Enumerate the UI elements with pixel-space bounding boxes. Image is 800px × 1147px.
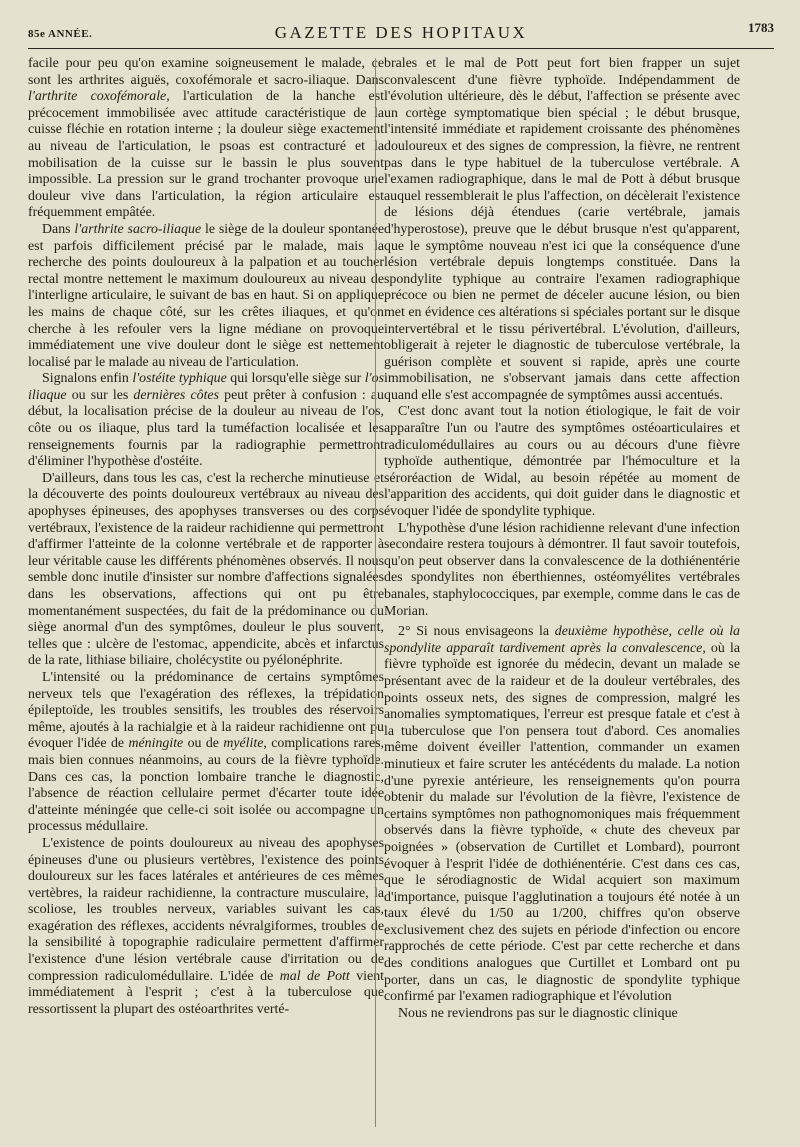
text-run: L'intensité ou la prédominance de certains symptômes nerveux tels que l'exagération des réflexes, la trépidation épileptoïde, les troubles sensitifs, les troubles des réservoirs même, ajoutés à la rachialgie et à la raideur rachidienne ont pu évoquer l'idée de (28, 669, 384, 752)
italic-text: l'ostéite typhique (132, 371, 227, 387)
year-label: 85e ANNÉE. (28, 28, 93, 40)
italic-text: myélite (223, 736, 264, 752)
text-run: 2° Si nous envisageons la (398, 624, 555, 640)
paragraph (384, 404, 740, 520)
paragraph (28, 222, 384, 371)
text-run: , complications rares, mais bien connues néanmoins, au cours de la fièvre typhoïde. Dans ces cas, la ponction lombaire tranche le diagnostic, l'absence de réaction cellulaire permet d'écarter toute idée d'atteinte méningée que celle-ci soit isolée ou accompagne un processus médullaire. (28, 736, 384, 835)
text-run: Dans (42, 221, 75, 237)
text-run: C'est donc avant tout la notion étiologique, le fait de voir apparaître l'un ou l'autre des symptômes ostéoarticulaires et radiculomédullaires au cours ou au décours d'une fièvre typhoïde authentique, démontrée par l'hémoculture et la séroréaction de Widal, au besoin répétée au moment de l'apparition des accidents, qui doit guider dans le diagnostic et évoquer l'idée de spondylite typhique. (384, 404, 740, 520)
text-run: le siège de la douleur spontanée est parfois difficilement précisé par le malade, mais la recherche des points douloureux à la palpation et au toucher rectal montre nettement le maximum douloureux au niveau de l'interligne articulaire, le suivant de bas en haut. Si on applique les mains de chaque côté, sur les crêtes iliaques, et qu'on cherche à les refouler vers la ligne médiane on provoque immédiatement une vive douleur dont le siège est nettement localisé par le malade au niveau de l'articulation. (28, 221, 384, 370)
italic-text: méningite (128, 736, 184, 752)
text-run: L'hypothèse d'une lésion rachidienne relevant d'une infection secondaire restera toujours à démontrer. Il faut savoir toutefois, qu'on peut observer dans la convalescence de la dothiénentérie des spondylites non éberthiennes, ostéomyélites vertébrales banales, staphylococciques, par exemple, comme dans le cas de Morian. (384, 520, 740, 619)
paragraph (384, 521, 740, 621)
text-run: vient immédiatement à l'esprit ; c'est à la tuberculose que ressortissent la plupart des ostéoarthrites verté- (28, 968, 384, 1017)
left-column (28, 56, 384, 1127)
text-run: ou de (183, 736, 224, 752)
paragraph (28, 371, 384, 471)
page-number: 1783 (748, 20, 774, 35)
italic-text: dernières côtes (133, 387, 220, 403)
text-run: D'ailleurs, dans tous les cas, c'est la recherche minutieuse et la découverte des points douloureux vertébraux au niveau des apophyses épineuses, des apophyses transverses ou des corps vertébraux, l'existence de la raideur rachidienne qui permettront d'affirmer l'atteinte de la colonne vertébrale et de rapporter à leur véritable cause les différents phénomènes observés. Il nous semble donc inutile d'insister sur nombre d'affections signalées dans les observations, affections qui ont pu être momentanément suspectées, du fait de la prédominance ou du siège anormal d'un des symptômes, douleur le plus souvent, telles que : ulcère de l'estomac, appendicite, abcès et infarctus de la rate, lithiase biliaire, cholécystite ou pyélonéphrite. (28, 470, 384, 669)
text-run: Signalons enfin (42, 371, 133, 387)
italic-text: l'arthrite sacro-iliaque (74, 221, 202, 237)
text-run: L'existence de points douloureux au niveau des apophyses épineuses d'une ou plusieurs vertèbres, l'existence des points douloureux sur les faces latérales et antérieures de ces mêmes vertèbres, la raideur rachidienne, la contracture musculaire, la scoliose, les troubles nerveux, variables suivant les cas, exagération des réflexes, accidents névralgiformes, troubles de la sensibilité à topographie radiculaire permettent d'affirmer l'existence d'une lésion vertébrale cause d'irritation ou de compression radiculomédullaire. L'idée de (28, 835, 384, 984)
italic-text: deuxième hypothèse, celle où la spondylite apparaît tardivement après la convalescence (384, 624, 740, 656)
italic-text: l'os iliaque (28, 371, 384, 403)
italic-text: l'arthrite coxofémorale (28, 89, 167, 105)
text-run: qui lorsqu'elle siège sur (226, 371, 365, 387)
text-run: ou sur les (66, 387, 134, 403)
text-run: , où la fièvre typhoïde est ignorée du médecin, devant un malade se présentant avec de la raideur et de la douleur vertébrales, des points osseux nets, des signes de compression, malgré les anomalies symptomatiques, l'erreur est presque fatale et c'est à la tuberculose que l'on pensera tout d'abord. Ces anomalies même doivent éveiller l'attention, commander un examen minutieux et faire scruter les antécédents du malade. La notion d'une pyrexie antérieure, les renseignements qu'on pourra obtenir du malade sur l'évolution de la fièvre, l'existence de certains symptômes non pathognomoniques mais fréquemment observés dans la fièvre typhoïde, « chute des cheveux par poignées » (observation de Curtillet et Lombard), pourront évoquer à l'esprit l'idée de dothiénentérie. C'est dans ces cas, que le sérodiagnostic de Widal acquiert son maximum d'importance, puisque l'agglutination a toujours été notée à un taux élevé du 1/50 au 1/200, chiffres qu'on observe exclusivement chez des sujets en période d'infection ou encore rapprochés de cette période. C'est par cette recherche et dans des conditions analogues que Curtillet et Lombard ont pu porter, dans un cas, le diagnostic de spondylite typhique confirmé par l'examen radiographique et l'évolution (384, 640, 740, 1005)
column-divider (375, 58, 376, 1127)
paragraph (384, 56, 740, 404)
paragraph (28, 471, 384, 670)
text-run: , l'articulation de la hanche est précocement immobilisée avec attitude caractéristique de la cuisse fléchie en rotation interne ; la douleur siège exactement au niveau de l'articulation, le psoas est contracturé et la mobilisation de la cuisse sur le bassin le plus souvent impossible. La pression sur le grand trochanter provoque une douleur vive dans l'articulation, la région articulaire est fréquemment empâtée. (28, 89, 384, 221)
text-run: peut prêter à confusion : au début, la localisation précise de la douleur au niveau de l'os, côte ou os iliaque, plus tard la tuméfaction localisée et les renseignements fournis par la radiographie permettront d'éliminer l'hypothèse d'ostéite. (28, 387, 384, 470)
paragraph (28, 56, 384, 222)
text-run: Nous ne reviendrons pas sur le diagnostic clinique (398, 1005, 678, 1021)
right-column (384, 56, 740, 1127)
paragraph (28, 836, 384, 1019)
paragraph (384, 1006, 740, 1023)
text-run: facile pour peu qu'on examine soigneusement le malade, ce sont les arthrites aiguës, coxofémorale et sacro-iliaque. Dans (28, 56, 384, 88)
italic-text: mal de Pott (279, 968, 350, 984)
journal-title: GAZETTE DES HOPITAUX (274, 23, 528, 42)
paragraph (384, 624, 740, 1006)
page-header (28, 18, 774, 49)
text-run: brales et le mal de Pott peut fort bien frapper un sujet convalescent d'une fièvre typhoïde. Indépendamment de l'évolution ultérieure, dès le début, l'affection se présente avec un cortège symptomatique bien spécial ; le début brusque, l'intensité immédiate et rapidement croissante des phénomènes douloureux et des signes de compression, la fièvre, ne rentrent pas dans le type habituel de la tuberculose vertébrale. A l'examen radiographique, dans le mal de Pott à début brusque auquel ressemblerait le plus l'affection, on décèlerait l'existence de lésions déjà étendues (carie vertébrale, jamais d'hyperostose), preuve que le début brusque n'est qu'apparent, que le symptôme nouveau n'est ici que la conséquence d'une lésion vertébrale depuis longtemps constituée. Dans la spondylite typhique au contraire l'examen radiographique précoce ou bien ne permet de déceler aucune lésion, ou bien met en évidence ces altérations si spéciales portant sur le disque intervertébral et le tissu périvertébral. L'évolution, d'ailleurs, obligerait à rejeter le diagnostic de tuberculose vertébrale, la guérison complète et souvent si rapide, après une courte immobilisation, ne s'observant jamais dans cette affection quand elle s'est accompagnée de symptômes aussi accentués. (384, 56, 740, 403)
paragraph (28, 670, 384, 836)
